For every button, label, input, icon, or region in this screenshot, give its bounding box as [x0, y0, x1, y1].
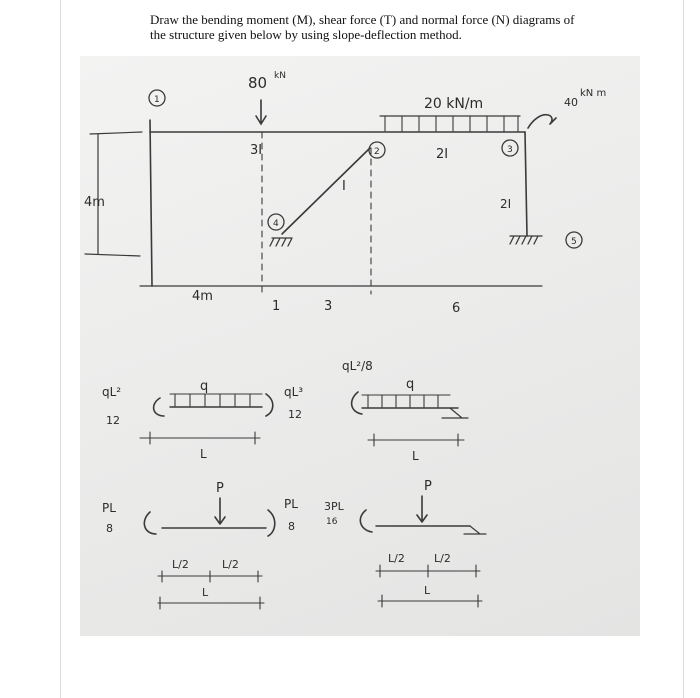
end-moment-right-1 [266, 394, 273, 416]
end-moment-left-2 [352, 392, 362, 414]
label-node-1: 1 [154, 95, 160, 105]
end-moment-left-1 [154, 398, 164, 416]
moment-load-arc [528, 115, 556, 128]
f4-half-left: L/2 [388, 552, 405, 565]
problem-statement: Draw the bending moment (M), shear force (T) and normal force (N) diagrams of the structure given below by using slope-deflection method. [150, 12, 575, 42]
f3-half-right: L/2 [222, 558, 239, 571]
arrows-fixed-uniform [175, 394, 250, 406]
label-span-4: 6 [452, 301, 461, 316]
label-inertia-diagonal: I [342, 179, 346, 194]
f3-length: L [202, 586, 209, 599]
support-node-5 [510, 236, 542, 244]
f3-moment-num-r: PL [284, 497, 298, 511]
f3-load: P [216, 481, 224, 496]
dim-line-1 [140, 432, 260, 444]
label-node-4: 4 [273, 219, 279, 229]
guide-line-left-bottom [85, 254, 140, 256]
end-moment-right-3 [268, 510, 275, 536]
member-diagonal [282, 148, 370, 234]
label-inertia-column: 2I [500, 197, 512, 211]
f1-moment-num: qL² [102, 385, 122, 399]
pin-support-2 [442, 408, 468, 418]
handwritten-sketch-photo [80, 56, 640, 636]
member-left [150, 120, 152, 286]
label-span-2: 1 [272, 299, 281, 314]
end-moment-left-3 [144, 512, 156, 534]
f1-length: L [200, 447, 207, 461]
label-inertia-beam-left: 3I [250, 143, 263, 158]
f1-moment-num-r: qL³ [284, 385, 304, 399]
pin-support-4 [464, 526, 486, 534]
point-load-arrow [256, 100, 266, 124]
f4-load: P [424, 479, 432, 494]
label-moment-load-unit: kN m [580, 88, 607, 99]
label-point-load-unit: kN [274, 71, 286, 81]
f2-moment: qL²/8 [342, 359, 373, 373]
distributed-load-arrows [385, 116, 518, 131]
column-right [525, 132, 527, 236]
label-span-3: 3 [324, 299, 333, 314]
point-load-4 [417, 496, 427, 522]
label-distributed-load: 20 kN/m [424, 96, 484, 112]
label-node-2: 2 [374, 147, 380, 157]
page-border-left [60, 0, 61, 698]
page-border-right [683, 0, 684, 698]
arrows-propped-uniform [368, 395, 438, 407]
dim-full-3 [158, 597, 264, 609]
dim-line-2 [368, 434, 464, 446]
dim-half-3 [158, 571, 262, 582]
f3-moment-num: PL [102, 501, 116, 515]
support-node-4 [270, 238, 292, 246]
sketch-svg [80, 56, 640, 636]
label-point-load: 80 [248, 74, 268, 92]
f4-half-right: L/2 [434, 552, 451, 565]
f1-load: q [200, 379, 209, 394]
label-span-1: 4m [192, 289, 213, 304]
f3-moment-den: 8 [106, 522, 113, 535]
end-moment-left-4 [360, 510, 372, 532]
f4-moment-den: 16 [326, 517, 338, 527]
f4-moment-num: 3PL [324, 500, 344, 513]
f3-moment-den-r: 8 [288, 520, 295, 533]
label-node-5: 5 [571, 237, 577, 247]
f3-half-left: L/2 [172, 558, 189, 571]
label-inertia-beam-right: 2I [436, 147, 449, 162]
f2-length: L [412, 449, 419, 463]
label-moment-load: 40 [564, 96, 578, 109]
dim-half-4 [376, 565, 480, 577]
f4-length: L [424, 584, 431, 597]
f1-moment-den: 12 [106, 414, 120, 427]
point-load-3 [215, 498, 225, 524]
label-node-3: 3 [507, 145, 513, 155]
f2-load: q [406, 377, 415, 392]
guide-line-top [90, 132, 142, 134]
label-height: 4m [84, 195, 105, 210]
f1-moment-den-r: 12 [288, 408, 302, 421]
